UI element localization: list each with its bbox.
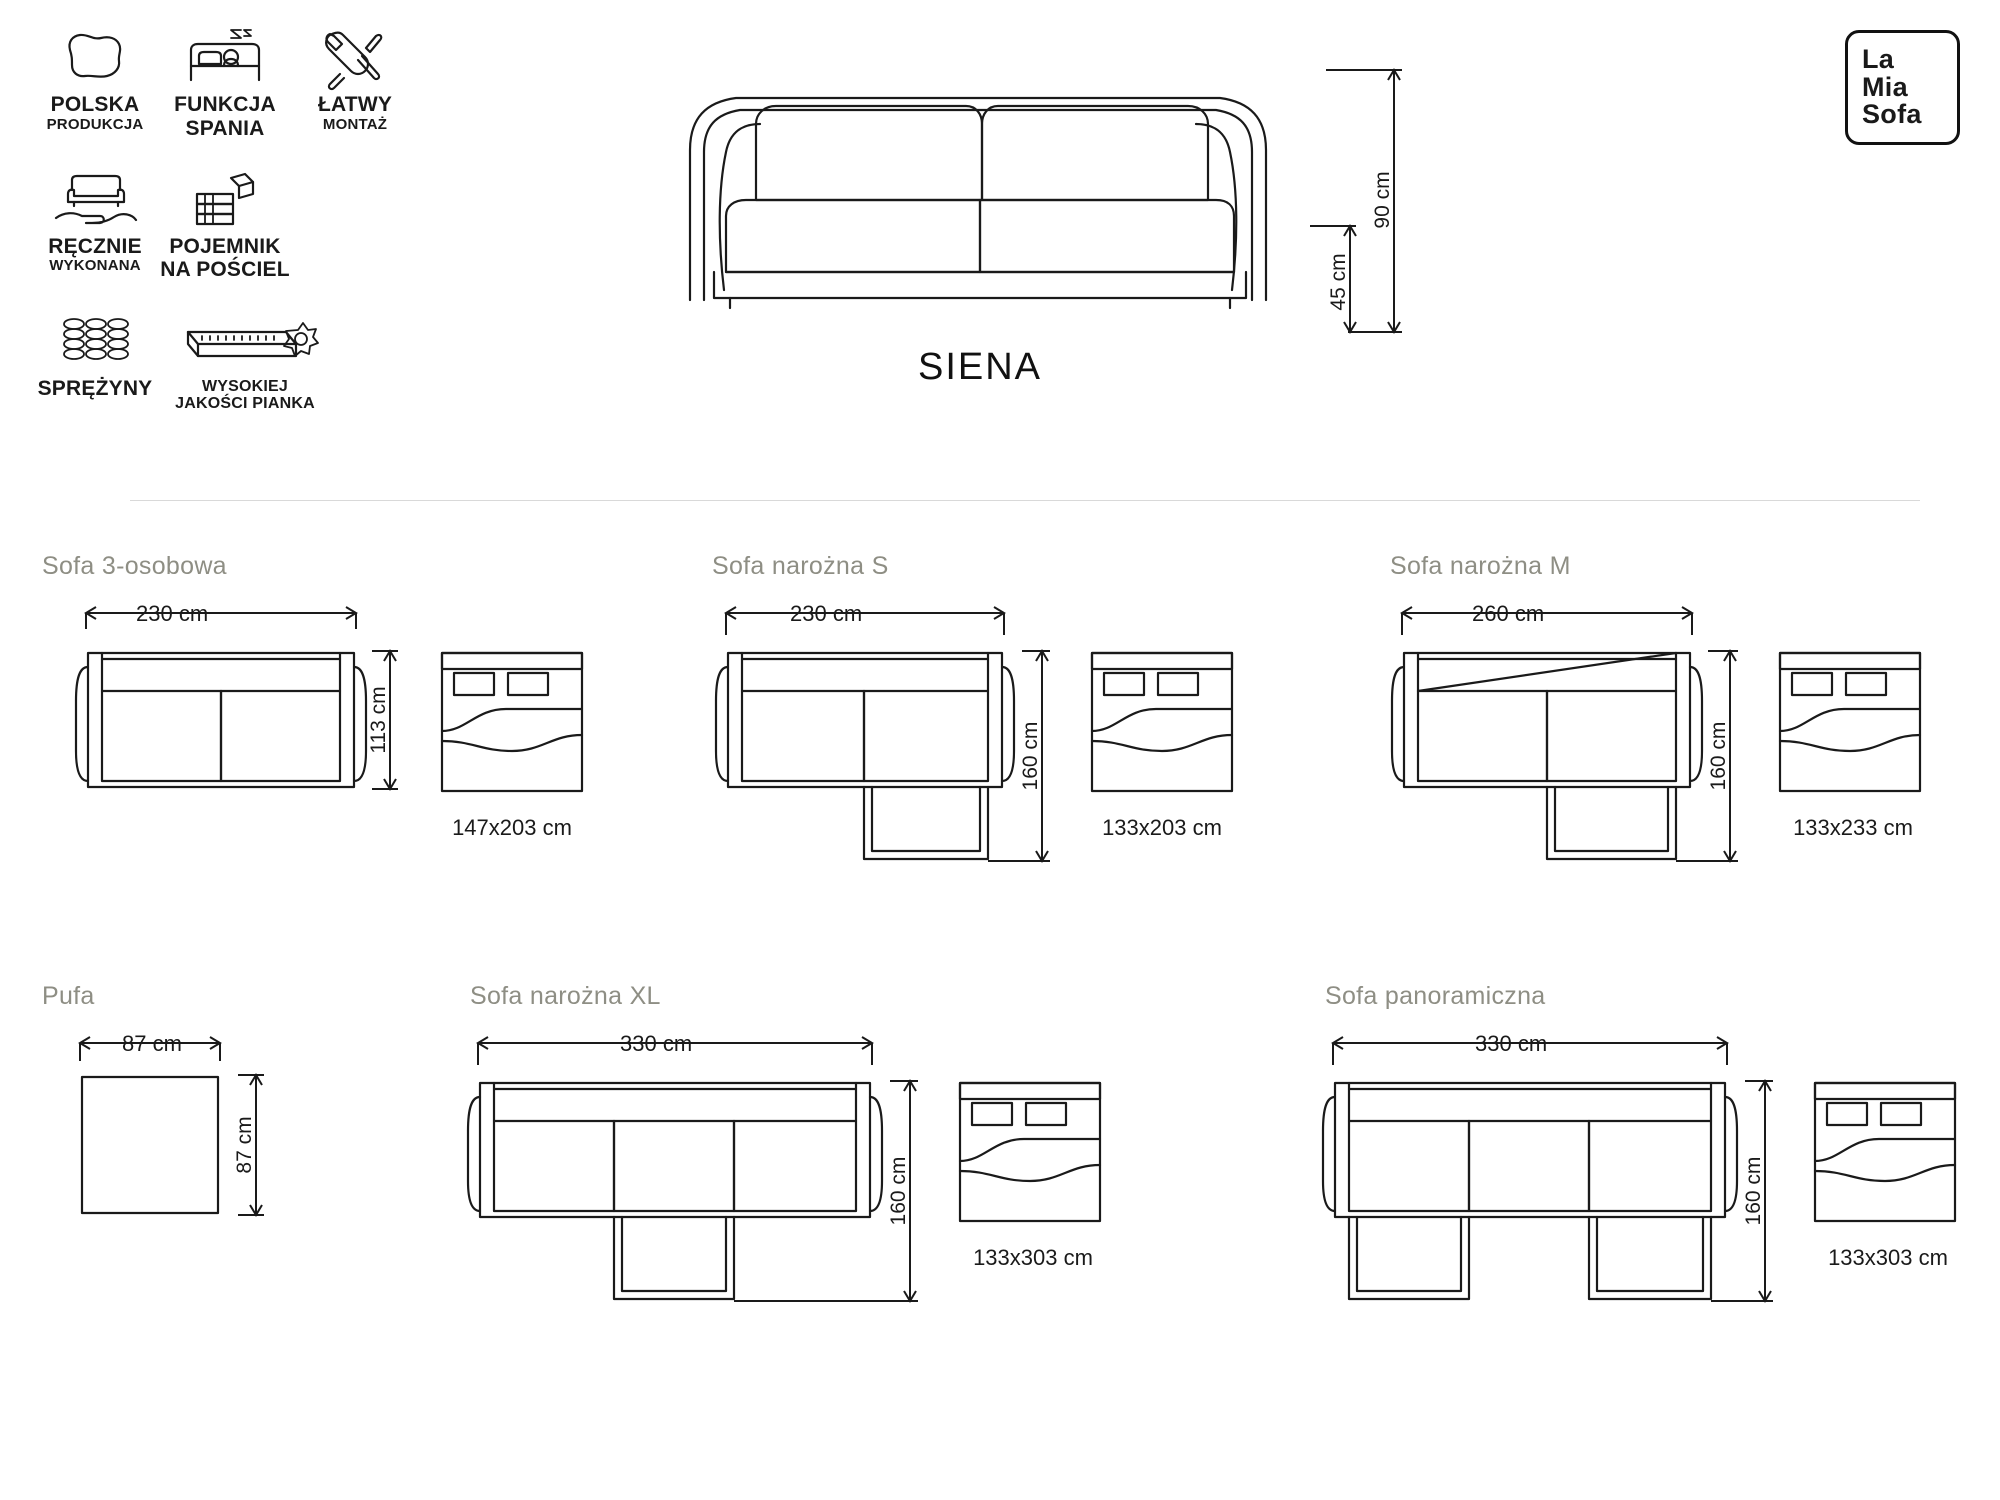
feature-label: POJEMNIK <box>169 234 281 258</box>
feature-label: ŁATWY <box>317 93 393 116</box>
feature-sublabel: NA POŚCIEL <box>160 258 290 282</box>
feature-recznie-wykonana <box>30 162 160 275</box>
feature-polska-produkcja <box>30 20 160 133</box>
variant-sofa-narozna-m <box>1390 552 1970 891</box>
bed-size-label: 147x203 cm <box>452 815 572 840</box>
variant-drawing <box>1390 591 1970 891</box>
hero-height-label: 90 cm <box>1371 171 1394 229</box>
variant-sofa-panoramiczna <box>1325 982 1985 1331</box>
variant-title: Sofa 3-osobowa <box>42 552 227 580</box>
feature-wysokiej-jakosci-pianka <box>160 304 330 413</box>
feature-label: POLSKA <box>50 93 140 116</box>
feature-sublabel: MONTAŻ <box>322 115 388 133</box>
feature-label: RĘCZNIE <box>48 234 142 258</box>
hero-sofa-drawing <box>660 40 1300 320</box>
bed-size-label: 133x203 cm <box>1102 815 1222 840</box>
brand-line-2: Mia <box>1862 71 1908 102</box>
bed-size-label: 133x233 cm <box>1793 815 1913 840</box>
variant-title: Sofa narożna M <box>1390 552 1571 580</box>
variant-width-label: 230 cm <box>790 601 863 626</box>
feature-label: SPRĘŻYNY <box>37 376 153 400</box>
hero-sofa-illustration <box>660 40 1300 389</box>
hand-sofa-icon <box>52 162 138 232</box>
variant-pufa <box>42 982 342 1261</box>
feature-sprezyny <box>30 304 160 401</box>
variant-depth-label: 160 cm <box>1742 1156 1765 1226</box>
feature-sublabel: PRODUKCJA <box>46 115 144 133</box>
variant-depth-label: 87 cm <box>233 1116 256 1174</box>
variant-drawing <box>470 1021 1130 1331</box>
product-title: SIENA <box>917 346 1043 388</box>
feature-row-1 <box>30 20 490 148</box>
bed-size-label: 133x303 cm <box>973 1245 1093 1270</box>
feature-latwy-montaz <box>290 20 420 133</box>
sleeping-function-icon <box>183 20 267 90</box>
variant-depth-label: 160 cm <box>1707 721 1730 791</box>
section-divider <box>130 500 1920 501</box>
feature-pojemnik-na-posciel <box>160 162 290 282</box>
variant-title: Sofa panoramiczna <box>1325 982 1546 1010</box>
variant-width-label: 330 cm <box>620 1031 693 1056</box>
feature-funkcja-spania <box>160 20 290 140</box>
variant-depth-label: 113 cm <box>367 686 390 754</box>
variant-sofa-narozna-s <box>712 552 1332 891</box>
brand-line-1: La <box>1862 44 1895 75</box>
feature-row-2 <box>30 162 490 290</box>
variant-title: Sofa narożna XL <box>470 982 661 1010</box>
variant-sofa-3-osobowa <box>42 552 612 861</box>
variant-width-label: 330 cm <box>1475 1031 1548 1056</box>
brand-line-3: Sofa <box>1862 99 1922 130</box>
bedding-container-icon <box>187 162 263 232</box>
variant-width-label: 260 cm <box>1472 601 1545 626</box>
variant-depth-label: 160 cm <box>887 1156 910 1226</box>
bed-size-label: 133x303 cm <box>1828 1245 1948 1270</box>
foam-quality-icon <box>170 304 320 374</box>
variant-drawing <box>42 1021 332 1261</box>
feature-sublabel: JAKOŚCI PIANKA <box>175 394 315 412</box>
feature-sublabel: WYKONANA <box>49 257 141 275</box>
brand-logo <box>1845 30 1960 145</box>
feature-row-3 <box>30 304 490 421</box>
springs-icon <box>56 304 134 374</box>
variant-sofa-narozna-xl <box>470 982 1130 1331</box>
variant-width-label: 87 cm <box>122 1031 182 1056</box>
hero-seat-height-label: 45 cm <box>1327 253 1350 311</box>
variant-drawing <box>1325 1021 1985 1331</box>
variant-drawing <box>712 591 1332 891</box>
variant-title: Pufa <box>42 982 95 1010</box>
tools-icon <box>318 20 392 90</box>
variant-depth-label: 160 cm <box>1019 721 1042 791</box>
feature-sublabel: SPANIA <box>185 116 265 140</box>
feature-label: FUNKCJA <box>174 93 276 116</box>
variant-title: Sofa narożna S <box>712 552 889 580</box>
feature-label: WYSOKIEJ <box>201 377 289 395</box>
poland-map-icon <box>60 20 130 90</box>
variant-width-label: 230 cm <box>136 601 209 626</box>
feature-badges <box>30 20 490 420</box>
hero-dimensions <box>1290 60 1430 360</box>
